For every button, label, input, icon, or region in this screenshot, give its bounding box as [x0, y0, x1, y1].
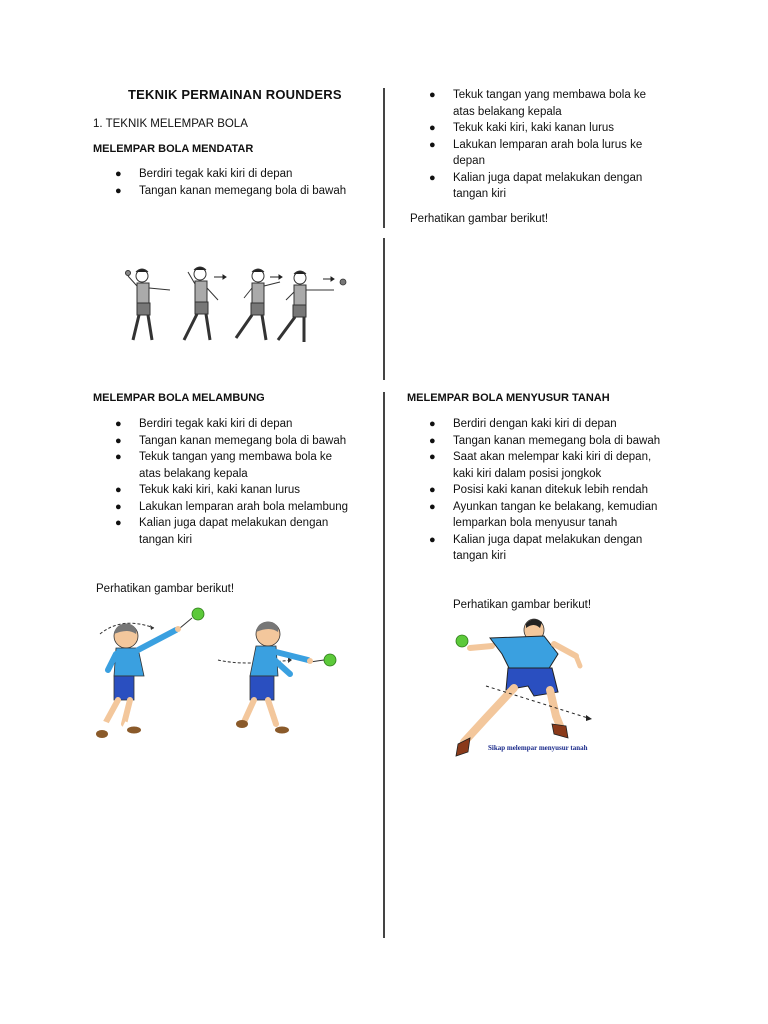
list-item: ● Tekuk kaki kiri, kaki kanan lurus — [139, 482, 369, 499]
note-see-picture-3: Perhatikan gambar berikut! — [453, 599, 592, 611]
boy-figure-1 — [96, 608, 204, 738]
bullet-icon: ● — [115, 500, 122, 513]
list-item: ● Berdiri tegak kaki kiri di depan — [139, 166, 369, 183]
bullet-icon: ● — [115, 418, 122, 430]
lob-throw-illustration — [92, 604, 342, 744]
bullet-icon: ● — [429, 451, 436, 463]
list-item: ● Posisi kaki kanan ditekuk lebih rendah — [453, 482, 673, 499]
section-heading-throwing: 1. TEKNIK MELEMPAR BOLA — [93, 118, 248, 130]
bullet-icon: ● — [429, 418, 436, 430]
crouching-thrower — [456, 619, 592, 756]
figure-4 — [278, 271, 334, 342]
list-item: ● Ayunkan tangan ke belakang, kemudian lemparkan bola menyusur tanah — [429, 500, 658, 529]
bullet-icon: ● — [429, 500, 436, 513]
list-item: ● Kalian juga dapat melakukan dengan tangan kiri — [429, 533, 643, 562]
list-item: ● Lakukan lemparan arah bola melambung — [139, 499, 369, 516]
page-title: TEKNIK PERMAINAN ROUNDERS — [128, 87, 342, 102]
list-item: ● Saat akan melempar kaki kiri di depan, kaki kiri dalam posisi jongkok — [429, 451, 652, 480]
boy-figure-2 — [218, 622, 336, 734]
figure-2 — [184, 267, 218, 340]
list-item: ● Tangan kanan memegang bola di bawah — [453, 433, 673, 450]
bullet-icon: ● — [115, 184, 122, 197]
list-item: ● Kalian juga dapat melakukan dengan tangan kiri — [115, 517, 329, 546]
column-divider-middle — [383, 238, 385, 380]
ground-throw-list — [429, 416, 673, 565]
bullet-icon: ● — [115, 484, 122, 496]
list-item: ● Kalian juga dapat melakukan dengan tangan kiri — [429, 171, 643, 200]
bullet-icon: ● — [115, 434, 122, 447]
flat-throw-list-continued — [429, 87, 668, 203]
list-item: ● Berdiri dengan kaki kiri di depan — [453, 416, 673, 433]
list-item: ● Tekuk tangan yang membawa bola ke atas belakang kepala — [115, 451, 333, 480]
note-see-picture-1: Perhatikan gambar berikut! — [410, 213, 549, 225]
list-item: ● Tangan kanan memegang bola di bawah — [139, 183, 369, 200]
bullet-icon: ● — [429, 122, 436, 134]
bullet-icon: ● — [115, 168, 122, 180]
list-item: ● Lakukan lemparan arah bola lurus ke depan — [429, 138, 643, 167]
flat-throw-list — [115, 166, 369, 199]
bullet-icon: ● — [115, 517, 122, 529]
column-divider-bottom — [383, 392, 385, 938]
subheading-lob-throw: MELEMPAR BOLA MELAMBUNG — [93, 392, 265, 404]
bullet-icon: ● — [429, 533, 436, 546]
ground-throw-illustration — [448, 614, 598, 764]
bullet-icon: ● — [429, 171, 436, 184]
list-item: ● Berdiri tegak kaki kiri di depan — [139, 416, 369, 433]
flat-throw-illustration — [118, 262, 358, 352]
bullet-icon: ● — [115, 451, 122, 463]
figure-1 — [126, 269, 171, 340]
bullet-icon: ● — [429, 484, 436, 496]
bullet-icon: ● — [429, 89, 436, 101]
list-item: ● Tekuk tangan yang membawa bola ke atas belakang kepala — [429, 89, 647, 118]
bullet-icon: ● — [429, 434, 436, 447]
subheading-ground-throw: MELEMPAR BOLA MENYUSUR TANAH — [407, 392, 610, 404]
lob-throw-list — [115, 416, 369, 548]
column-divider-top — [383, 88, 385, 228]
ground-throw-caption: Sikap melempar menyusur tanah — [488, 744, 588, 752]
figure-3 — [236, 269, 280, 340]
note-see-picture-2: Perhatikan gambar berikut! — [96, 583, 235, 595]
list-item: ● Tekuk kaki kiri, kaki kanan lurus — [453, 120, 668, 137]
subheading-flat-throw: MELEMPAR BOLA MENDATAR — [93, 143, 254, 155]
list-item: ● Tangan kanan memegang bola di bawah — [139, 433, 369, 450]
bullet-icon: ● — [429, 138, 436, 151]
